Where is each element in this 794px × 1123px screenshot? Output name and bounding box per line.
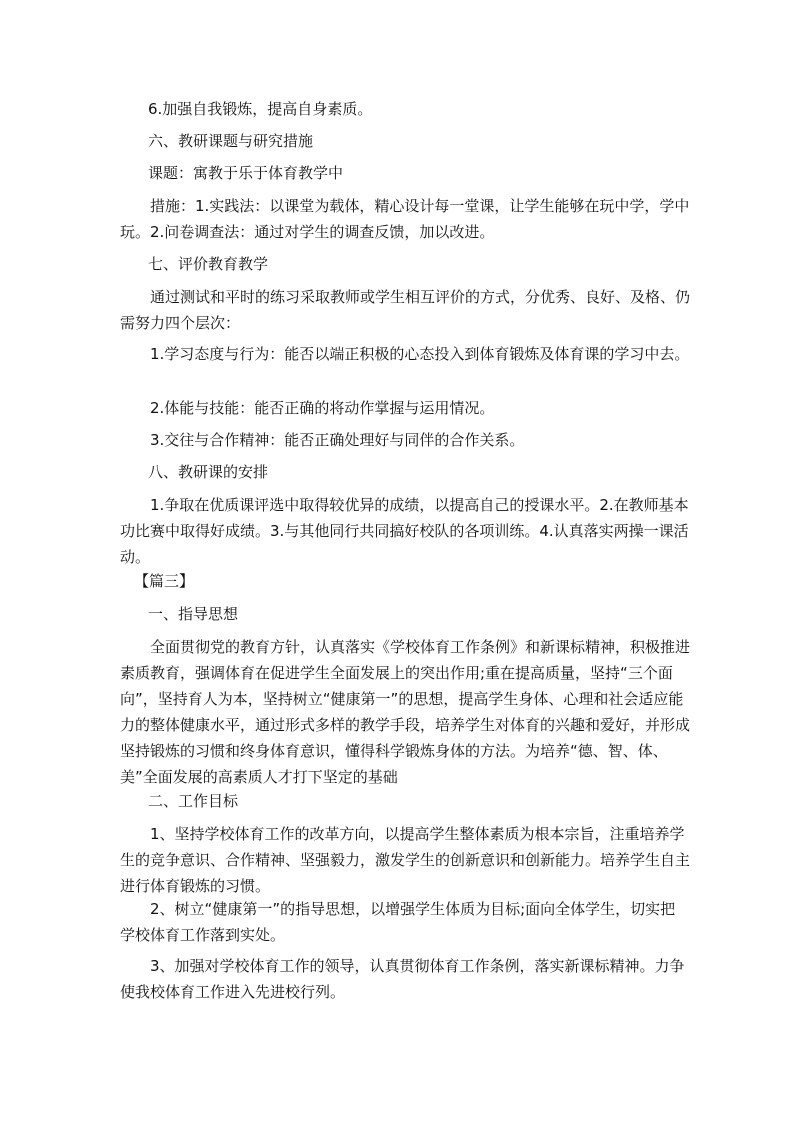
section-heading-guiding: 一、指导思想 xyxy=(148,605,239,623)
measures-paragraph: 措施：1.实践法：以课堂为载体，精心设计每一堂课，让学生能够在玩中学，学中玩。2.问卷调查法：通过对学生的调查反馈，加以改进。 xyxy=(120,197,690,241)
part-three-heading: 【篇三】 xyxy=(134,572,195,590)
section-heading-6: 六、教研课题与研究措施 xyxy=(148,132,314,150)
evaluation-item-2: 2.体能与技能：能否正确的将动作掌握与运用情况。 xyxy=(150,399,495,417)
evaluation-paragraph: 通过测试和平时的练习采取教师或学生相互评价的方式，分优秀、良好、及格、仍需努力四个层次： xyxy=(120,288,691,332)
section-heading-7: 七、评价教育教学 xyxy=(148,255,269,273)
goal-item-2: 2、树立“健康第一”的指导思想，以增强学生体质为目标;面向全体学生，切实把学校体育工作落到实处。 xyxy=(120,900,676,944)
guiding-paragraph: 全面贯彻党的教育方针，认真落实《学校体育工作条例》和新课标精神，积极推进素质教育，强调体育在促进学生全面发展上的突出作用;重在提高质量，坚持“三个面向”，坚持育人为本，坚持树立“健康第一”的思想，提高学生身体、心理和社会适应能力的整体健康水平，通过形式多样的教学手段，培养学生对体育的兴趣和爱好，并形成坚持锻炼的习惯和终身体育意识，懂得科学锻炼身体的方法。为培养“德、智、体、美”全面发展的高素质人才打下坚定的基础 xyxy=(120,638,691,786)
section-heading-goals: 二、工作目标 xyxy=(148,792,239,810)
goal-item-1: 1、坚持学校体育工作的改革方向，以提高学生整体素质为根本宗旨，注重培养学生的竞争意识、合作精神、坚强毅力，激发学生的创新意识和创新能力。培养学生自主进行体育锻炼的习惯。 xyxy=(120,825,691,895)
evaluation-item-1: 1.学习态度与行为：能否以端正积极的心态投入到体育锻炼及体育课的学习中去。 xyxy=(150,345,690,363)
list-item-6: 6.加强自我锻炼，提高自身素质。 xyxy=(148,100,373,118)
section-heading-8: 八、教研课的安排 xyxy=(148,463,269,481)
evaluation-item-3: 3.交往与合作精神：能否正确处理好与同伴的合作关系。 xyxy=(150,431,525,449)
topic-line: 课题：寓教于乐于体育教学中 xyxy=(148,164,344,182)
teaching-arrangement-paragraph: 1.争取在优质课评选中取得较优异的成绩，以提高自己的授课水平。2.在教师基本功比赛中取得好成绩。3.与其他同行共同搞好校队的各项训练。4.认真落实两操一课活动。 xyxy=(120,496,689,566)
goal-item-3: 3、加强对学校体育工作的领导，认真贯彻体育工作条例，落实新课标精神。力争使我校体育工作进入先进校行列。 xyxy=(120,957,685,1001)
